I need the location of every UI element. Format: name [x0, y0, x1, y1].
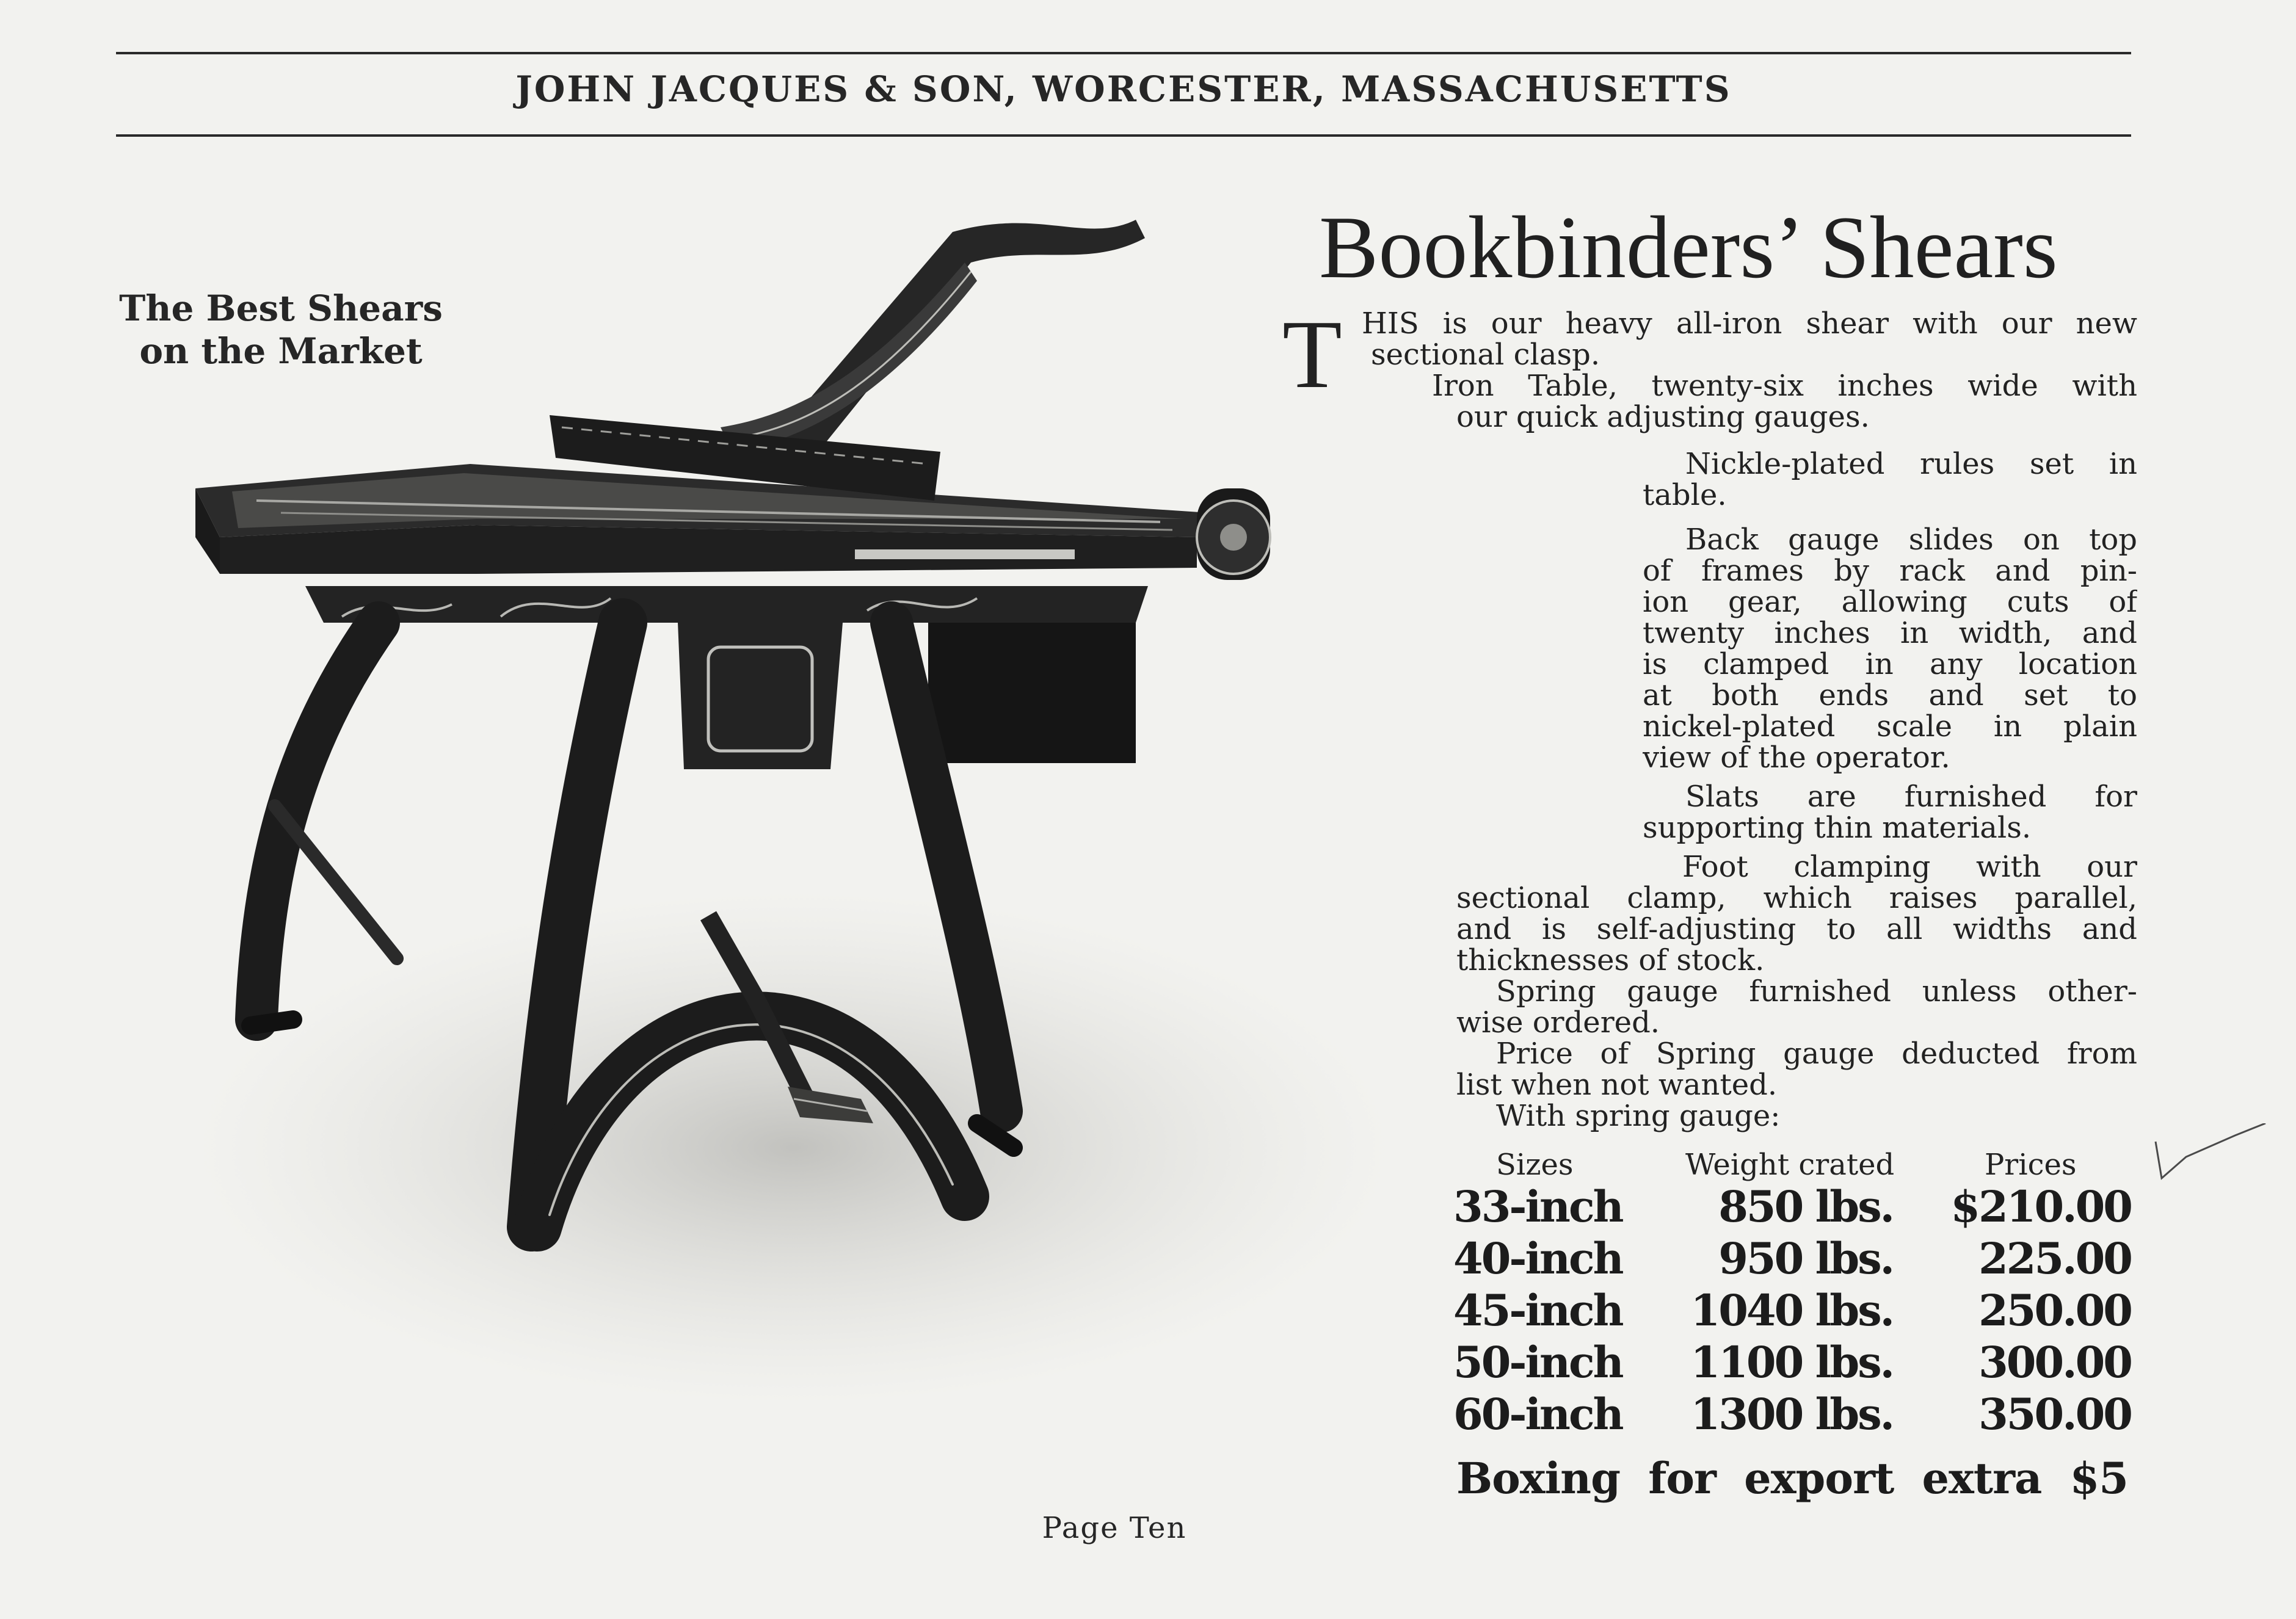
description-line: Back gauge slides on top — [1685, 524, 2137, 557]
size-cell: 33-inch — [1453, 1181, 1622, 1232]
weight-cell: 850 lbs. — [1718, 1181, 1893, 1232]
description-line: supporting thin materials. — [1643, 813, 2032, 845]
description-line: and is self-adjusting to all widths and — [1456, 914, 2137, 946]
table-row — [1453, 1285, 2131, 1338]
description-line: sectional clamp, which raises parallel, — [1456, 883, 2137, 915]
description-line: Iron Table, twenty-six inches wide with — [1432, 371, 2137, 403]
table-row — [1453, 1389, 2131, 1441]
description-line: nickel-plated scale in plain — [1643, 711, 2137, 744]
price-cell: 225.00 — [1978, 1233, 2131, 1284]
column-header-weight: Weight crated — [1685, 1148, 1895, 1182]
description-line: thicknesses of stock. — [1456, 945, 1765, 977]
description-line: Slats are furnished for — [1685, 781, 2137, 814]
table-row — [1453, 1181, 2131, 1234]
description-line: of frames by rack and pin- — [1643, 556, 2137, 588]
size-cell: 40-inch — [1453, 1233, 1622, 1284]
description-line: Foot clamping with our — [1682, 852, 2137, 884]
description-line: view of the operator. — [1643, 742, 1950, 775]
weight-cell: 1100 lbs. — [1690, 1337, 1893, 1388]
description-line: Nickle-plated rules set in — [1685, 449, 2137, 481]
description-line: wise ordered. — [1456, 1007, 1660, 1040]
header-bottom-rule — [116, 134, 2131, 137]
price-cell: $210.00 — [1950, 1181, 2131, 1232]
description-line: at both ends and set to — [1643, 680, 2137, 712]
description-line: is clamped in any location — [1643, 649, 2137, 681]
description-line: With spring gauge: — [1496, 1101, 1781, 1133]
size-cell: 45-inch — [1453, 1285, 1622, 1336]
description-line: Price of Spring gauge deducted from — [1496, 1038, 2137, 1071]
pencil-mark — [2149, 1123, 2272, 1209]
weight-cell: 1300 lbs. — [1690, 1389, 1893, 1440]
price-cell: 300.00 — [1978, 1337, 2131, 1388]
description-line: our quick adjusting gauges. — [1456, 402, 1870, 434]
price-cell: 350.00 — [1978, 1389, 2131, 1440]
page-title: Bookbinders’ Shears — [1319, 198, 2058, 297]
dropcap-letter: T — [1282, 300, 1342, 408]
publisher-header: JOHN JACQUES & SON, WORCESTER, MASSACHUSETTS — [515, 68, 1732, 110]
iron-table — [195, 464, 1270, 580]
table-row — [1453, 1337, 2131, 1389]
export-note: Boxing for export extra $5 — [1456, 1453, 2128, 1504]
tagline-line-1: The Best Shears — [119, 288, 443, 329]
weight-cell: 950 lbs. — [1718, 1233, 1893, 1284]
column-header-sizes: Sizes — [1496, 1148, 1574, 1182]
bookbinders-shear-illustration — [183, 195, 1624, 1490]
cast-iron-frame — [305, 586, 1148, 769]
floor-shadow — [195, 891, 1392, 1404]
description-line: twenty inches in width, and — [1643, 618, 2137, 650]
size-cell: 50-inch — [1453, 1337, 1622, 1388]
page-number: Page Ten — [1042, 1511, 1187, 1545]
cutting-lever — [721, 220, 1145, 452]
table-row — [1453, 1233, 2131, 1286]
tagline-line-2: on the Market — [139, 330, 423, 372]
column-header-prices: Prices — [1985, 1148, 2077, 1182]
description-line: list when not wanted. — [1456, 1070, 1778, 1102]
description-line: HIS is our heavy all-iron shear with our new — [1362, 308, 2137, 341]
header-top-rule — [116, 52, 2131, 54]
weight-cell: 1040 lbs. — [1690, 1285, 1893, 1336]
description-line: sectional clasp. — [1371, 339, 1600, 372]
price-cell: 250.00 — [1978, 1285, 2131, 1336]
description-line: Spring gauge furnished unless other- — [1496, 976, 2137, 1009]
size-cell: 60-inch — [1453, 1389, 1622, 1440]
description-line: ion gear, allowing cuts of — [1643, 587, 2137, 619]
description-line: table. — [1643, 480, 1727, 512]
